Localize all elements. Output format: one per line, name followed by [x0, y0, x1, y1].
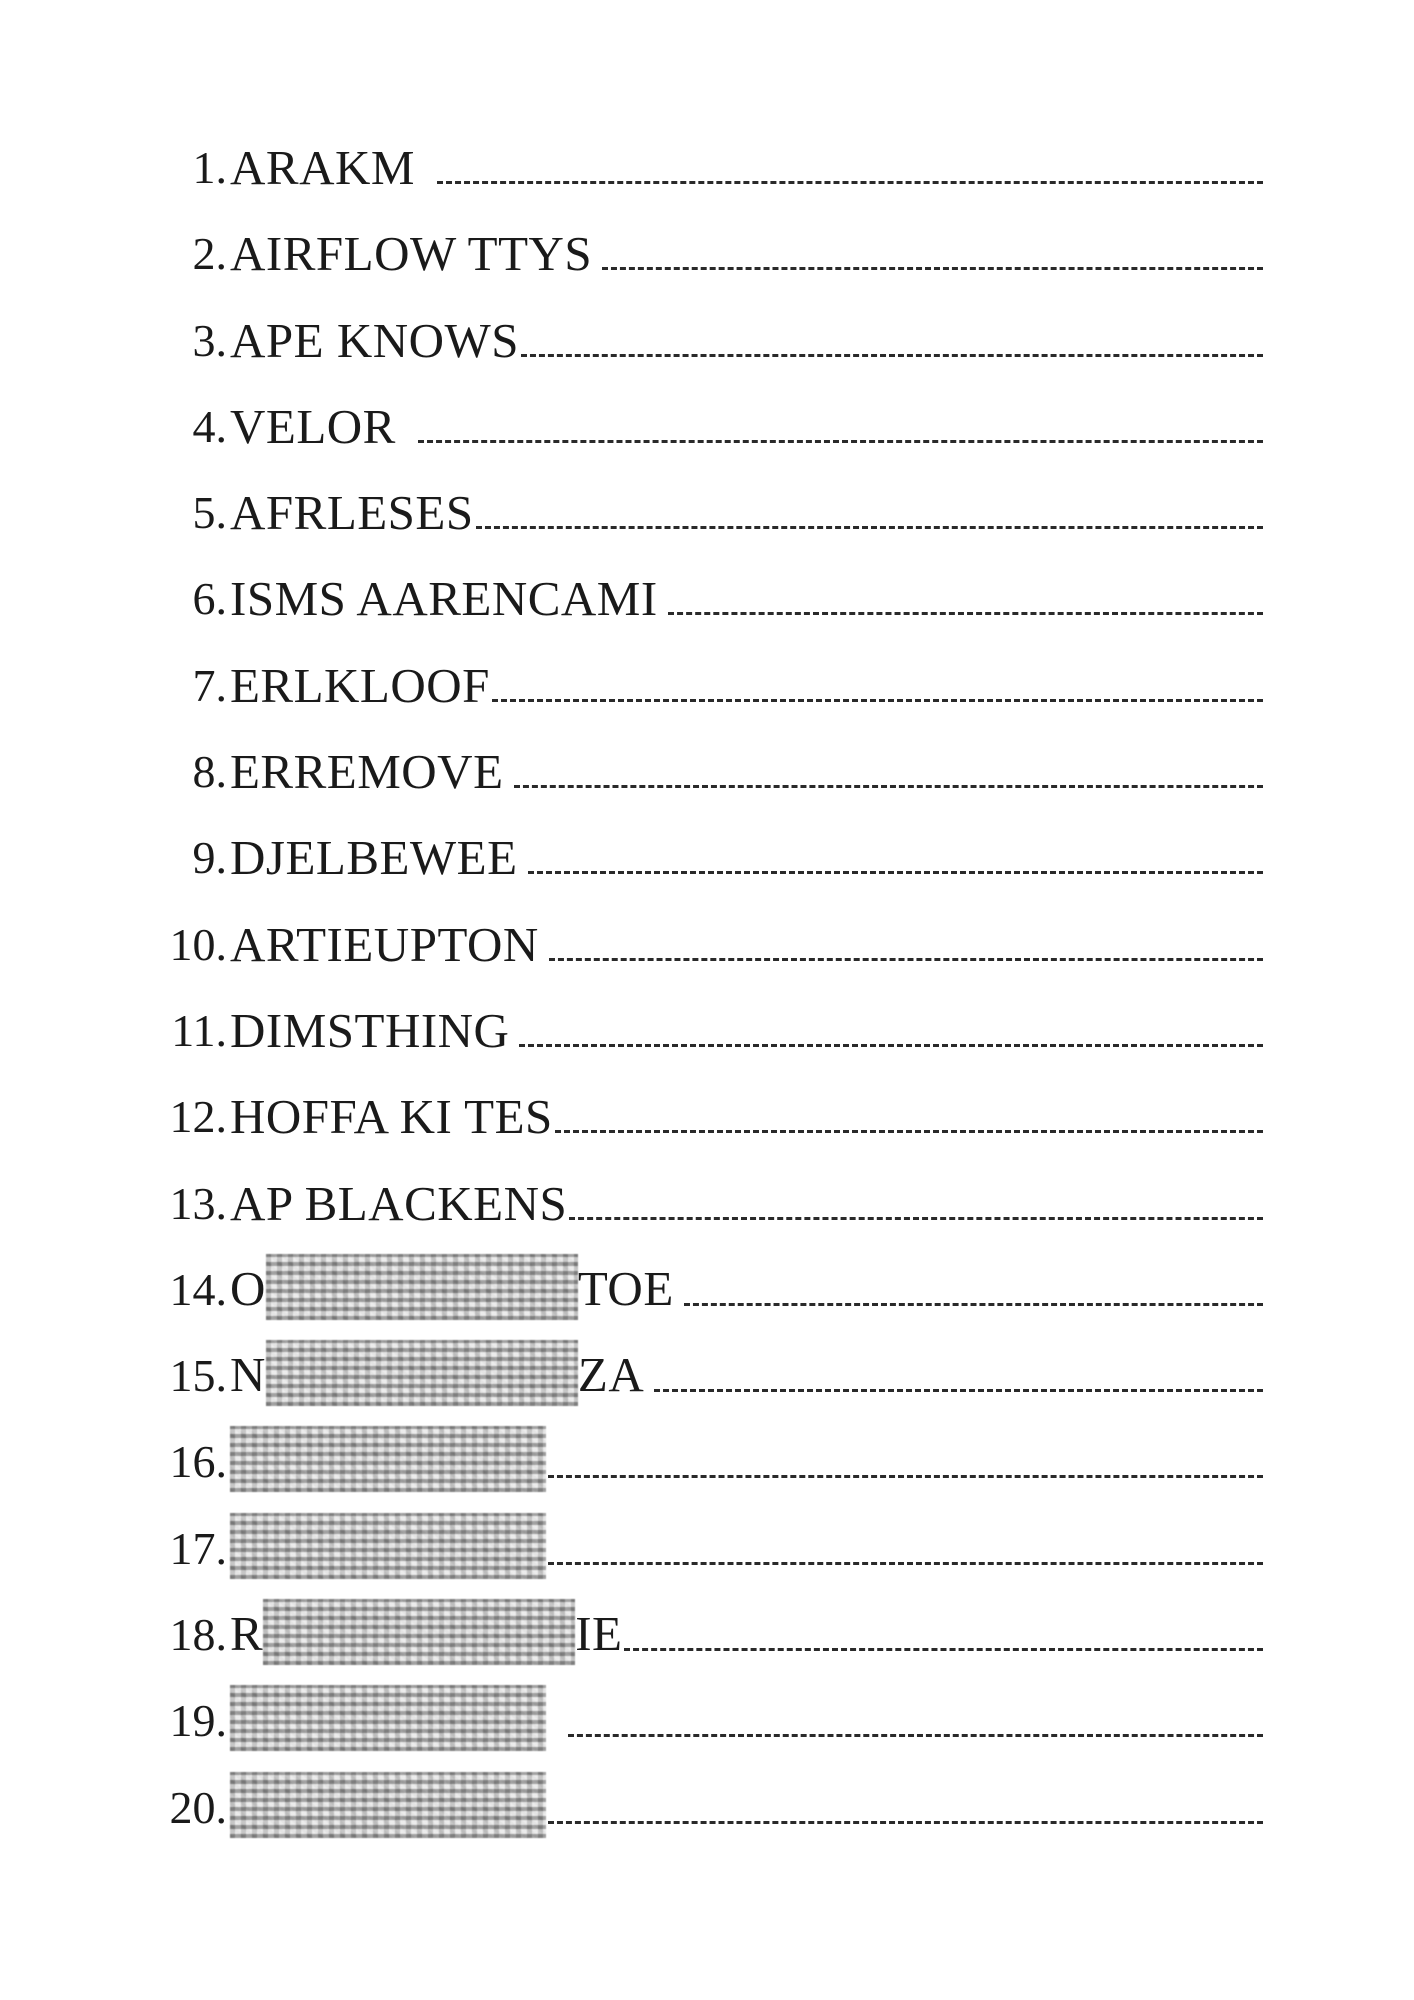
answer-line	[528, 871, 1263, 874]
list-item	[0, 397, 1414, 483]
item-entry	[230, 1001, 1263, 1061]
list-item	[0, 1087, 1414, 1173]
list-item	[0, 1778, 1414, 1864]
list-item	[0, 1260, 1414, 1346]
pixelated-redaction	[230, 1426, 546, 1492]
answer-line	[514, 785, 1264, 788]
scrambled-word	[230, 1344, 644, 1406]
scrambled-word: AP BLACKENS	[230, 1175, 568, 1231]
answer-line	[548, 1821, 1263, 1824]
answer-line	[568, 1734, 1263, 1737]
item-number: 15.	[169, 1350, 227, 1402]
scrambled-word: APE KNOWS	[230, 312, 519, 368]
word-prefix: N	[230, 1347, 266, 1403]
item-number: 7.	[192, 659, 227, 711]
item-entry	[230, 483, 1263, 543]
pixelated-redaction	[266, 1254, 578, 1320]
pixelated-redaction	[230, 1772, 546, 1838]
scrambled-word: ERREMOVE	[230, 744, 504, 800]
list-item	[0, 483, 1414, 569]
item-number: 17.	[169, 1522, 227, 1574]
list-item	[0, 915, 1414, 1001]
word-prefix: O	[230, 1260, 266, 1316]
list-item	[0, 1432, 1414, 1518]
item-number: 16.	[169, 1436, 227, 1488]
pixelated-redaction	[263, 1599, 575, 1665]
answer-line	[437, 181, 1263, 184]
answer-line	[602, 267, 1263, 270]
item-entry	[230, 311, 1263, 371]
list-item	[0, 742, 1414, 828]
item-number: 13.	[169, 1177, 227, 1229]
item-entry	[230, 224, 1263, 284]
scrambled-word: VELOR	[230, 398, 396, 454]
answer-line	[548, 1562, 1263, 1565]
list-item	[0, 138, 1414, 224]
list-item	[0, 1605, 1414, 1691]
list-item	[0, 1519, 1414, 1605]
pixelated-redaction	[230, 1513, 546, 1579]
item-number: 20.	[169, 1781, 227, 1833]
item-number: 6.	[192, 573, 227, 625]
item-entry	[230, 1346, 1263, 1406]
scrambled-word: HOFFA KI TES	[230, 1089, 553, 1145]
item-entry	[230, 1432, 1263, 1492]
scrambled-word: ARTIEUPTON	[230, 916, 539, 972]
scrambled-word: AIRFLOW TTYS	[230, 226, 593, 282]
item-entry	[230, 397, 1263, 457]
item-number: 18.	[169, 1609, 227, 1661]
list-item	[0, 1174, 1414, 1260]
item-entry	[230, 915, 1263, 975]
list-item	[0, 311, 1414, 397]
scrambled-word: ERLKLOOF	[230, 657, 490, 713]
answer-line	[668, 612, 1263, 615]
item-entry	[230, 1605, 1263, 1665]
word-prefix: R	[230, 1606, 264, 1662]
item-number: 14.	[169, 1263, 227, 1315]
item-number: 19.	[169, 1695, 227, 1747]
item-entry	[230, 828, 1263, 888]
scrambled-word: DJELBEWEE	[230, 830, 518, 886]
item-number: 4.	[192, 400, 227, 452]
item-entry	[230, 569, 1263, 629]
scrambled-word	[230, 1430, 546, 1492]
item-number: 3.	[192, 314, 227, 366]
scrambled-word	[230, 1258, 674, 1320]
scrambled-word-worksheet	[0, 138, 1414, 1864]
answer-line	[549, 958, 1263, 961]
item-number: 1.	[192, 142, 227, 193]
item-number: 8.	[192, 746, 227, 798]
answer-line	[684, 1303, 1263, 1306]
answer-line	[521, 354, 1263, 357]
item-entry	[230, 742, 1263, 802]
answer-line	[569, 1217, 1263, 1220]
pixelated-redaction	[266, 1340, 578, 1406]
list-item	[0, 224, 1414, 310]
scrambled-word	[230, 1689, 546, 1751]
scrambled-word	[230, 1603, 622, 1665]
list-item	[0, 656, 1414, 742]
list-item	[0, 828, 1414, 914]
item-number: 11.	[171, 1004, 227, 1056]
scrambled-word: ARAKM	[230, 140, 415, 195]
word-suffix: TOE	[577, 1260, 674, 1316]
item-entry	[230, 1778, 1263, 1838]
answer-line	[654, 1389, 1263, 1392]
answer-line	[624, 1648, 1263, 1651]
answer-line	[519, 1044, 1263, 1047]
item-entry	[230, 1260, 1263, 1320]
word-suffix: IE	[575, 1606, 623, 1662]
scrambled-word: ISMS AARENCAMI	[230, 571, 658, 627]
pixelated-redaction	[230, 1685, 546, 1751]
item-number: 12.	[169, 1091, 227, 1143]
answer-line	[492, 699, 1263, 702]
item-entry	[230, 138, 1263, 198]
scrambled-word	[230, 1776, 546, 1838]
item-number: 2.	[192, 228, 227, 280]
answer-line	[548, 1475, 1263, 1478]
item-entry	[230, 1174, 1263, 1234]
scrambled-word: AFRLESES	[230, 485, 474, 541]
answer-line	[476, 526, 1263, 529]
item-number: 10.	[169, 918, 227, 970]
list-item	[0, 1346, 1414, 1432]
item-number: 9.	[192, 832, 227, 884]
item-entry	[230, 1691, 1263, 1751]
list-item	[0, 569, 1414, 655]
item-number: 5.	[192, 487, 227, 539]
list-item	[0, 1691, 1414, 1777]
list-item	[0, 1001, 1414, 1087]
scrambled-word	[230, 1517, 546, 1579]
item-entry	[230, 656, 1263, 716]
item-entry	[230, 1087, 1263, 1147]
word-suffix: ZA	[577, 1347, 645, 1403]
item-entry	[230, 1519, 1263, 1579]
scrambled-word: DIMSTHING	[230, 1002, 510, 1058]
answer-line	[555, 1130, 1263, 1133]
answer-line	[418, 440, 1263, 443]
